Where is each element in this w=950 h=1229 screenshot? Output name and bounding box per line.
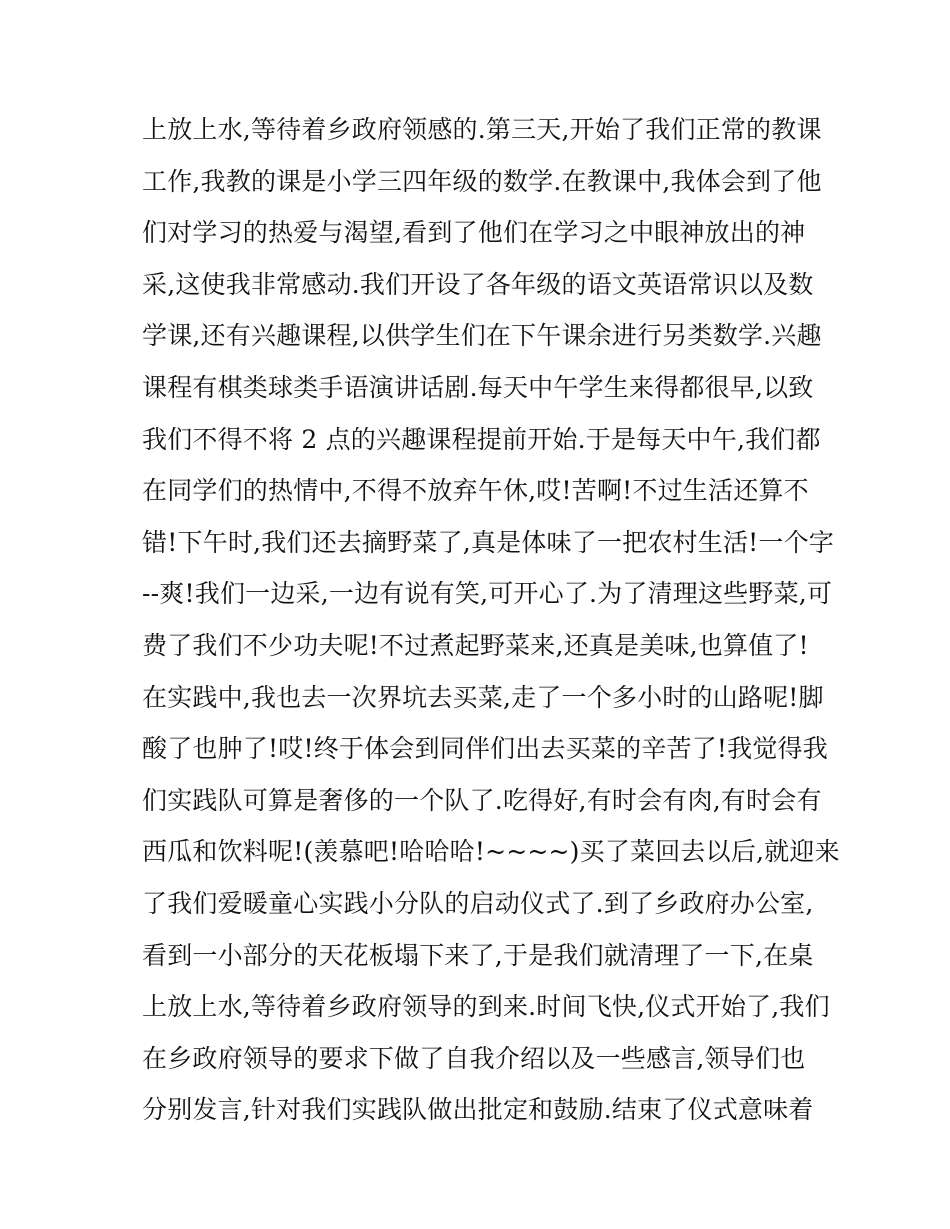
text-line: 分别发言,针对我们实践队做出批定和鼓励.结束了仪式意味着 — [142, 1095, 814, 1125]
text-line: 看到一小部分的天花板塌下来了,于是我们就清理了一下,在桌 — [142, 940, 814, 970]
text-line: 工作,我教的课是小学三四年级的数学.在教课中,我体会到了他 — [142, 166, 822, 196]
text-line: 们实践队可算是奢侈的一个队了.吃得好,有时会有肉,有时会有 — [142, 785, 822, 815]
text-line: 学课,还有兴趣课程,以供学生们在下午课余进行另类数学.兴趣 — [142, 321, 822, 351]
text-line: 采,这使我非常感动.我们开设了各年级的语文英语常识以及数 — [142, 269, 814, 299]
text-line: 在同学们的热情中,不得不放弃午休,哎!苦啊!不过生活还算不 — [142, 476, 809, 506]
text-line: 课程有棋类球类手语演讲话剧.每天中午学生来得都很早,以致 — [142, 372, 814, 402]
text-line: 了我们爱暖童心实践小分队的启动仪式了.到了乡政府办公室, — [142, 888, 814, 918]
text-line: 上放上水,等待着乡政府领感的.第三天,开始了我们正常的教课 — [142, 115, 822, 144]
text-line: 西瓜和饮料呢!(羡慕吧!哈哈哈!~~~~)买了菜回去以后,就迎来 — [142, 837, 840, 867]
text-line: 我们不得不将 2 点的兴趣课程提前开始.于是每天中午,我们都 — [142, 424, 821, 454]
text-line: 酸了也肿了!哎!终于体会到同伴们出去买菜的辛苦了!我觉得我 — [142, 734, 828, 764]
text-line: 费了我们不少功夫呢!不过煮起野菜来,还真是美味,也算值了! — [142, 630, 809, 660]
text-line: 们对学习的热爱与渴望,看到了他们在学习之中眼神放出的神 — [142, 218, 806, 248]
text-line: --爽!我们一边采,一边有说有笑,可开心了.为了清理这些野菜,可 — [142, 579, 833, 609]
text-line: 在实践中,我也去一次界坑去买菜,走了一个多小时的山路呢!脚 — [142, 682, 824, 712]
body-text — [142, 104, 840, 1136]
text-line: 错!下午时,我们还去摘野菜了,真是体味了一把农村生活!一个字 — [142, 527, 834, 557]
text-line: 上放上水,等待着乡政府领导的到来.时间飞快,仪式开始了,我们 — [142, 992, 830, 1022]
text-line: 在乡政府领导的要求下做了自我介绍以及一些感言,领导们也 — [142, 1043, 806, 1073]
